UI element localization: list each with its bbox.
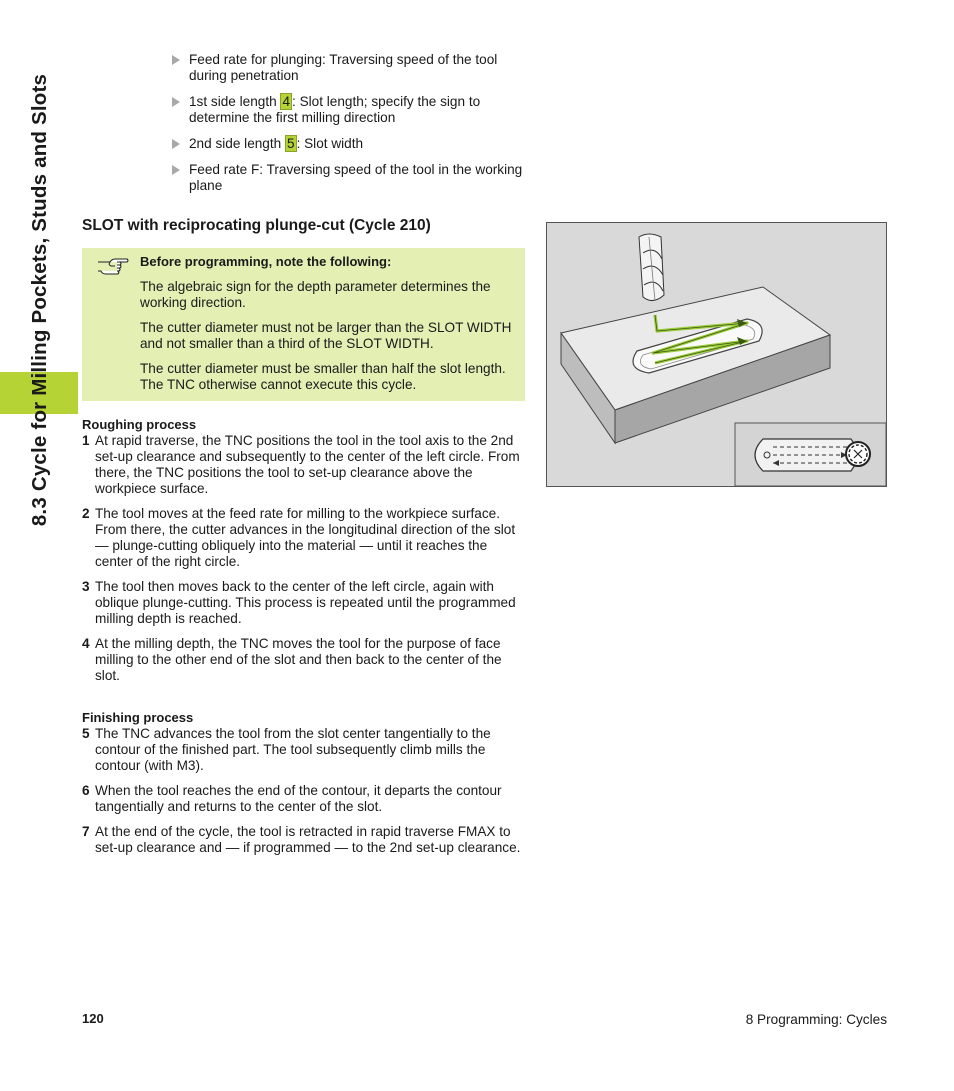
process-step <box>82 506 528 570</box>
note-title: Before programming, note the following: <box>140 254 392 269</box>
step-number: 1 <box>82 433 90 448</box>
triangle-bullet-icon <box>172 97 180 107</box>
step-number: 2 <box>82 506 90 521</box>
process-step <box>82 579 528 627</box>
process-step <box>82 783 528 815</box>
parameter-text: : Slot length; specify the sign to determine the first milling direction <box>189 94 481 125</box>
triangle-bullet-icon <box>172 55 180 65</box>
end-mill-tool-icon <box>639 234 664 301</box>
step-text: The tool then moves back to the center of the left circle, again with oblique plunge-cutting. This process is repeated until the programmed milling depth is reached. <box>95 579 516 626</box>
parameter-item <box>172 52 532 84</box>
process-step <box>82 433 528 497</box>
parameter-text: 2nd side length <box>189 136 285 151</box>
step-text: At the end of the cycle, the tool is retracted in rapid traverse FMAX to set-up clearance and — if programmed — to the 2nd set-up clearance. <box>95 824 521 855</box>
note-paragraph: The algebraic sign for the depth parameter determines the working direction. <box>140 279 491 310</box>
slot-milling-diagram <box>547 223 886 486</box>
parameter-text: : Slot width <box>296 136 364 151</box>
step-number: 6 <box>82 783 90 798</box>
step-number: 4 <box>82 636 90 651</box>
figure-callout-number: 4 <box>282 94 291 109</box>
page-number: 120 <box>82 1011 104 1026</box>
step-text: At the milling depth, the TNC moves the tool for the purpose of face milling to the other end of the slot and then back to the center of the slot. <box>95 636 502 683</box>
finishing-heading: Finishing process <box>82 710 194 725</box>
chapter-footer: 8 Programming: Cycles <box>745 1012 887 1027</box>
section-title: SLOT with reciprocating plunge-cut (Cycle 210) <box>82 217 431 234</box>
step-number: 5 <box>82 726 90 741</box>
note-box <box>82 248 525 401</box>
triangle-bullet-icon <box>172 139 180 149</box>
note-paragraph: The cutter diameter must not be larger than the SLOT WIDTH and not smaller than a third of the SLOT WIDTH. <box>140 320 512 351</box>
parameter-text: 1st side length <box>189 94 281 109</box>
step-number: 3 <box>82 579 90 594</box>
parameter-text: Feed rate F: Traversing speed of the tool in the working plane <box>189 162 523 193</box>
parameter-item <box>172 94 532 126</box>
step-text: When the tool reaches the end of the contour, it departs the contour tangentially and returns to the center of the slot. <box>95 783 502 814</box>
triangle-bullet-icon <box>172 165 180 175</box>
note-paragraph: The cutter diameter must be smaller than half the slot length. The TNC otherwise cannot execute this cycle. <box>140 361 506 392</box>
step-text: At rapid traverse, the TNC positions the tool in the tool axis to the 2nd set-up clearance and subsequently to the center of the left circle. From there, the TNC positions the tool to set-up clearance above the workpiece surface. <box>95 433 520 496</box>
process-step <box>82 824 528 856</box>
finishing-section <box>82 710 528 865</box>
parameter-text: Feed rate for plunging: Traversing speed of the tool during penetration <box>189 52 498 83</box>
figure-callout-number: 5 <box>287 136 295 151</box>
step-number: 7 <box>82 824 90 839</box>
chapter-side-title: 8.3 Cycle for Milling Pockets, Studs and Slots <box>28 73 51 527</box>
process-step <box>82 726 528 774</box>
step-text: The TNC advances the tool from the slot center tangentially to the contour of the finished part. The tool subsequently climb mills the contour (with M3). <box>95 726 491 773</box>
slot-illustration <box>546 222 887 487</box>
pointing-hand-icon <box>96 256 130 278</box>
roughing-heading: Roughing process <box>82 417 197 432</box>
parameter-list <box>172 52 532 204</box>
process-step <box>82 636 528 684</box>
parameter-item <box>172 136 532 152</box>
step-text: The tool moves at the feed rate for milling to the workpiece surface. From there, the cutter advances in the longitudinal direction of the slot — plunge-cutting obliquely into the material — until it reaches the center of the right circle. <box>95 506 516 569</box>
roughing-section <box>82 417 528 693</box>
cutter-top-view-icon <box>846 442 870 466</box>
parameter-item <box>172 162 532 194</box>
